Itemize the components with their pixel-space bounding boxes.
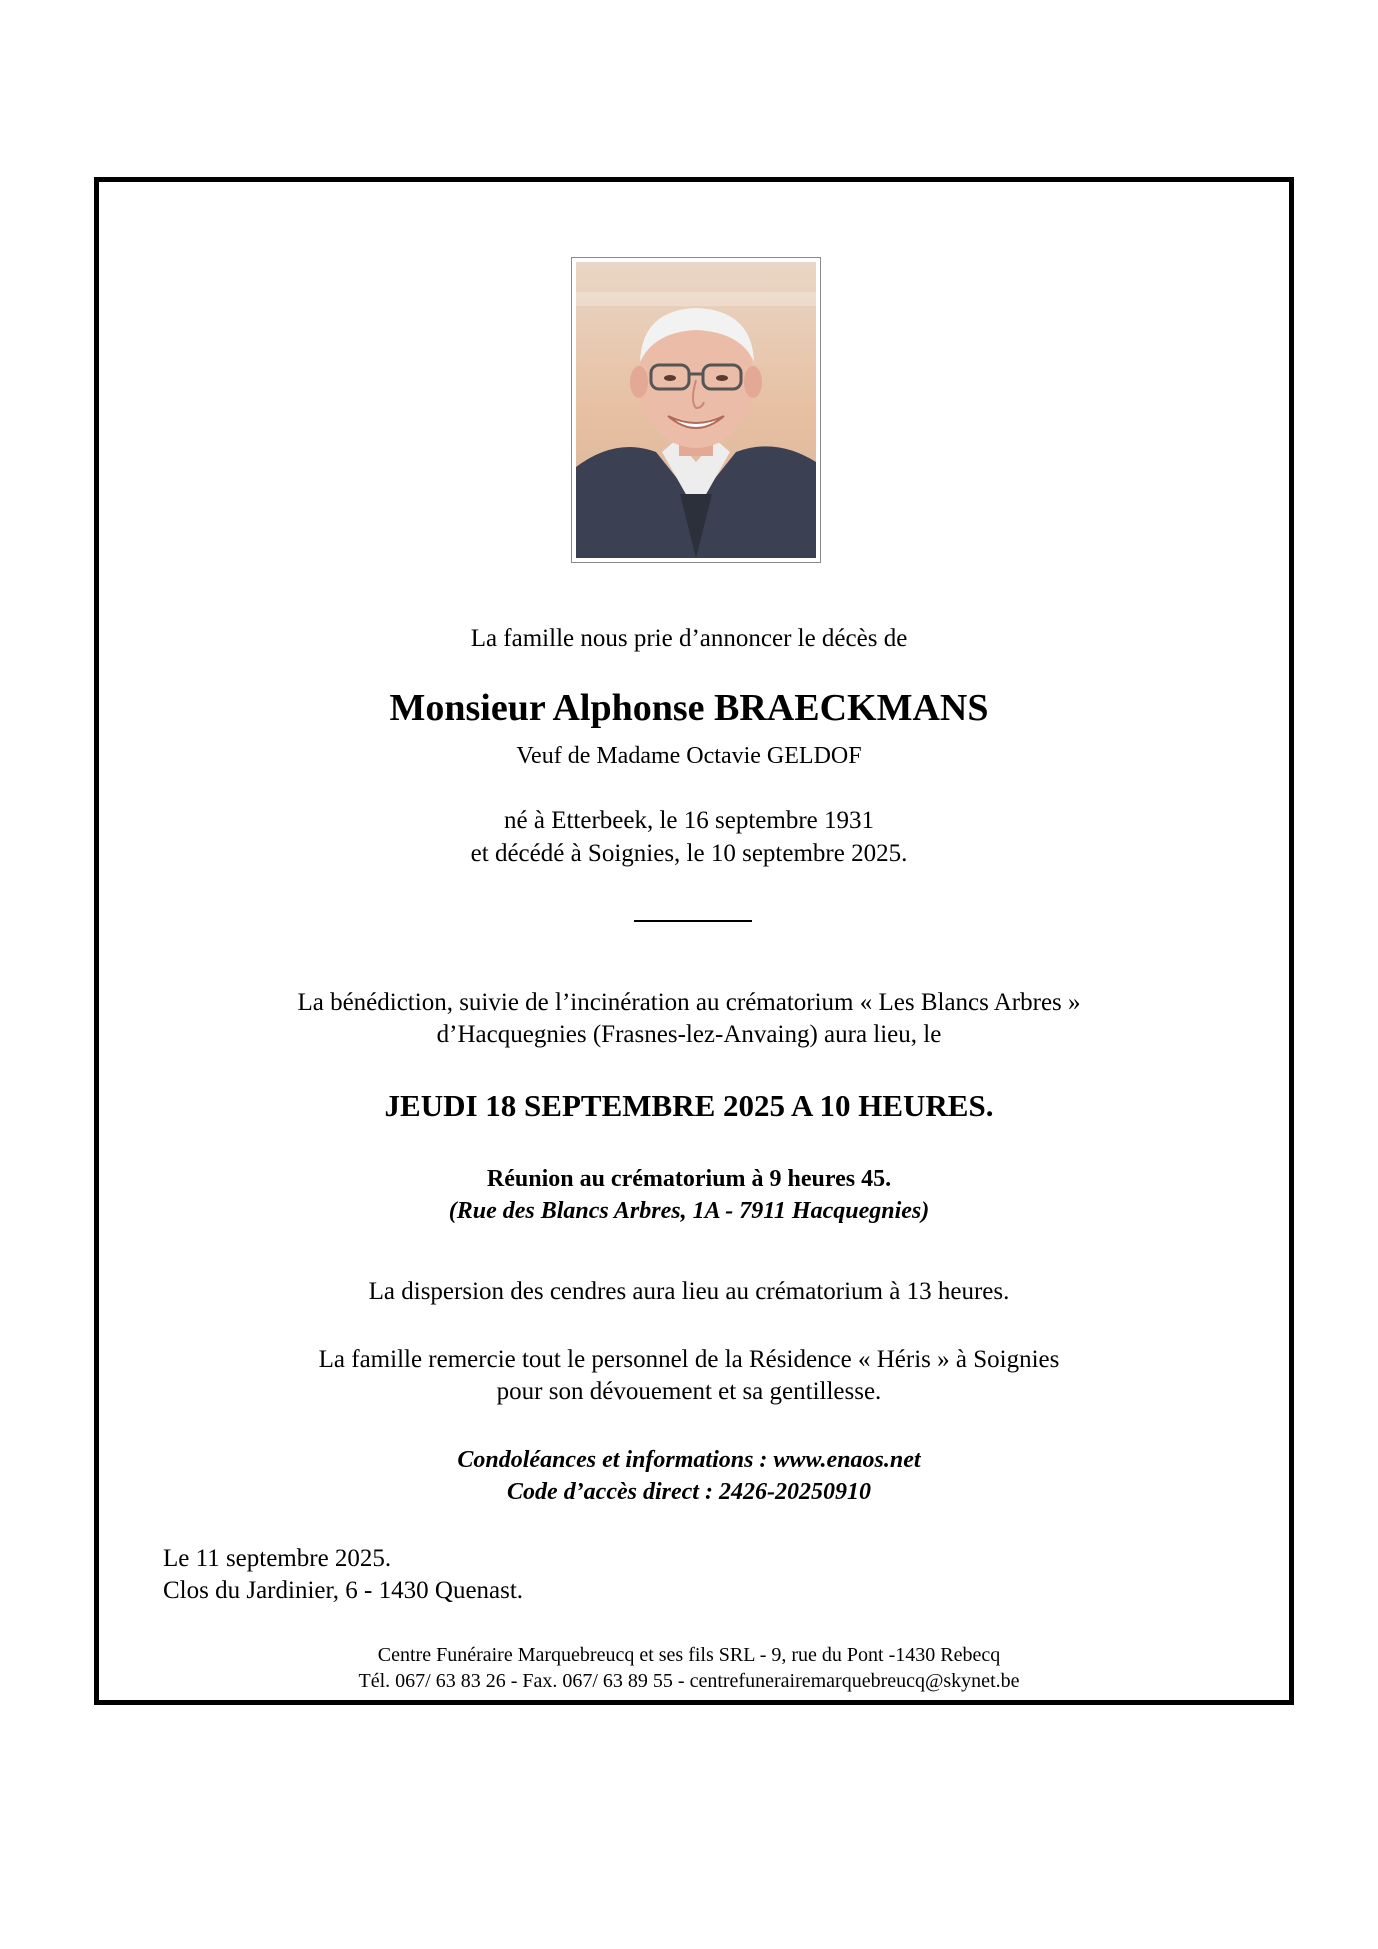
thanks-line-1: La famille remercie tout le personnel de la Résidence « Héris » à Soignies (318, 1346, 1060, 1373)
portrait-photo (571, 257, 821, 563)
crematorium-address: (Rue des Blancs Arbres, 1A - 7911 Hacquegnies) (448, 1198, 930, 1224)
thanks-line-2: pour son dévouement et sa gentillesse. (496, 1378, 882, 1405)
ceremony-date: JEUDI 18 SEPTEMBRE 2025 A 10 HEURES. (384, 1088, 994, 1123)
meeting-text: Réunion au crématorium à 9 heures 45. (486, 1166, 892, 1192)
death-text: et décédé à Soignies, le 10 septembre 2025. (470, 840, 908, 867)
birth-text: né à Etterbeek, le 16 septembre 1931 (504, 807, 874, 834)
signature-address: Clos du Jardinier, 6 - 1430 Quenast. (163, 1577, 524, 1604)
portrait-image (576, 262, 816, 558)
deceased-name: Monsieur Alphonse BRAECKMANS (389, 687, 989, 729)
signature-date: Le 11 septembre 2025. (163, 1545, 392, 1572)
access-code-line: Code d’accès direct : 2426-20250910 (507, 1479, 871, 1505)
intro-text: La famille nous prie d’annoncer le décès de (470, 625, 908, 652)
spouse-text: Veuf de Madame Octavie GELDOF (516, 743, 862, 769)
dispersion-text: La dispersion des cendres aura lieu au crématorium à 13 heures. (368, 1278, 1010, 1305)
ceremony-line-2: d’Hacquegnies (Frasnes-lez-Anvaing) aura lieu, le (436, 1021, 942, 1048)
condolences-line: Condoléances et informations : www.enaos.net (457, 1447, 921, 1473)
footer-line-2: Tél. 067/ 63 83 26 - Fax. 067/ 63 89 55 - centrefunerairemarquebreucq@skynet.be (358, 1670, 1020, 1692)
ceremony-line-1: La bénédiction, suivie de l’incinération au crématorium « Les Blancs Arbres » (297, 989, 1081, 1016)
footer-line-1: Centre Funéraire Marquebreucq et ses fils SRL - 9, rue du Pont -1430 Rebecq (377, 1644, 1001, 1666)
separator-rule (634, 920, 752, 922)
